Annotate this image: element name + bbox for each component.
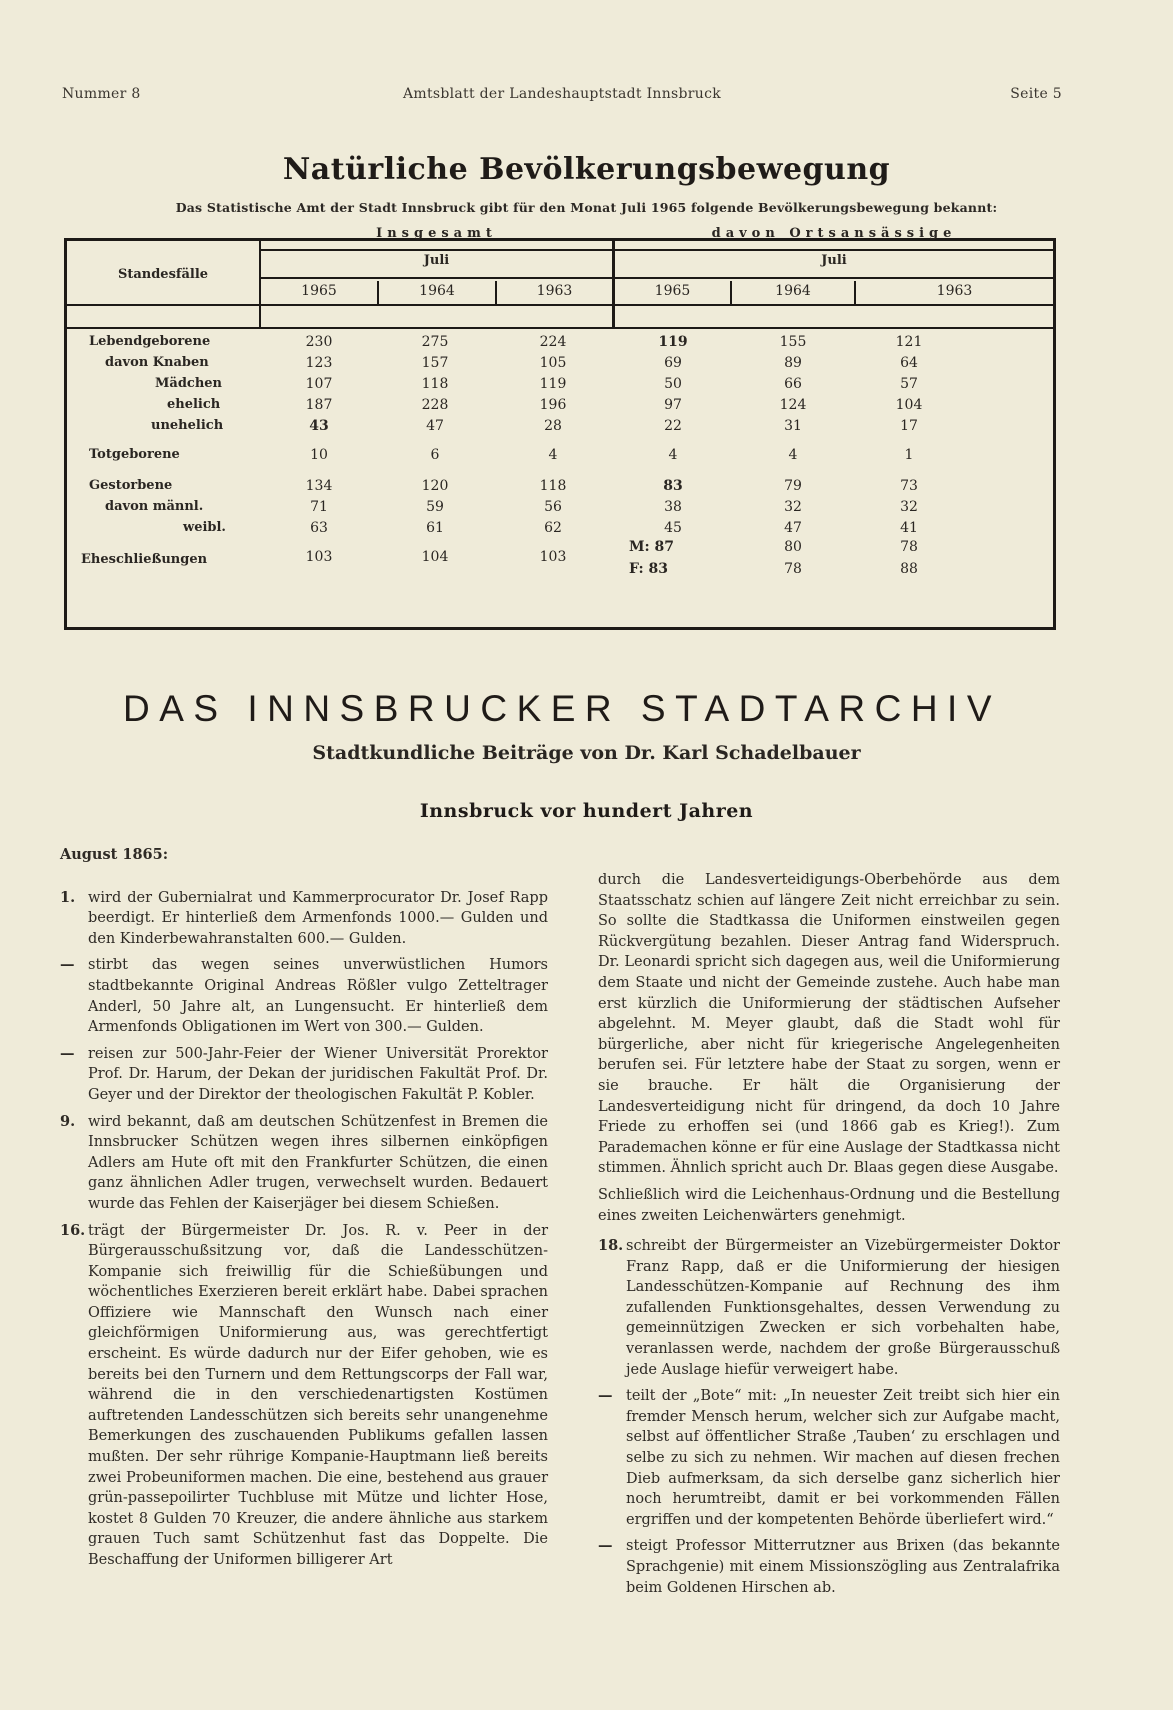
table-cell: 4 bbox=[548, 447, 558, 463]
entry-marker: — bbox=[60, 1044, 75, 1062]
label-column-header: Standesfälle bbox=[117, 267, 209, 282]
table-cell: 120 bbox=[421, 478, 449, 494]
table-cell: 62 bbox=[544, 520, 562, 536]
table-cell: 50 bbox=[664, 376, 682, 392]
row-label-illegitimate: unehelich bbox=[151, 418, 224, 433]
entry-text: wird der Gubernialrat und Kammerprocurator Dr. Josef Rapp beerdigt. Er hinterließ dem Armenfonds 1000.— Gulden und den Kinderbewahranstalten 600.— Gulden. bbox=[88, 889, 548, 947]
table-cell: 4 bbox=[788, 447, 798, 463]
table-cell: 31 bbox=[784, 418, 802, 434]
table-cell: 228 bbox=[421, 397, 449, 413]
chronicle-entry bbox=[60, 955, 548, 1037]
row-label-boys: davon Knaben bbox=[105, 355, 209, 370]
table-cell: 47 bbox=[784, 520, 802, 536]
year-header-total-1965: 1965 bbox=[301, 283, 337, 299]
entry-marker: — bbox=[60, 956, 75, 974]
entry-marker: 9. bbox=[60, 1112, 76, 1130]
table-cell: 57 bbox=[900, 376, 918, 392]
row-label-live-births: Lebendgeborene bbox=[89, 334, 211, 349]
table-cell: 17 bbox=[900, 418, 918, 434]
archive-subtitle: Stadtkundliche Beiträge von Dr. Karl Schadelbauer bbox=[312, 742, 861, 764]
table-cell: 78 bbox=[900, 539, 918, 555]
table-cell: 105 bbox=[539, 355, 567, 371]
table-cell: 196 bbox=[539, 397, 567, 413]
table-cell: 71 bbox=[310, 499, 328, 515]
left-column bbox=[60, 845, 548, 1577]
row-label-female: weibl. bbox=[183, 520, 226, 535]
month-heading: August 1865: bbox=[60, 846, 169, 863]
table-cell: 32 bbox=[784, 499, 802, 515]
month-header-local: Juli bbox=[821, 253, 847, 268]
entry-marker: — bbox=[598, 1387, 613, 1405]
table-cell: 63 bbox=[310, 520, 328, 536]
entry-text: reisen zur 500-Jahr-Feier der Wiener Universität Prorektor Prof. Dr. Harum, der Dekan der juridischen Fakultät Prof. Dr. Geyer und der Direktor der theologischen Fakultät P. Kobler. bbox=[88, 1045, 548, 1103]
year-header-local-1963: 1963 bbox=[936, 283, 973, 299]
table-cell: 104 bbox=[895, 397, 923, 413]
table-cell: 275 bbox=[421, 334, 449, 350]
group-header-total: Insgesamt bbox=[376, 226, 497, 241]
entry-marker: 18. bbox=[598, 1237, 624, 1255]
table-cell: 45 bbox=[664, 520, 682, 536]
row-label-stillbirths: Totgeborene bbox=[89, 447, 180, 462]
table-cell: 97 bbox=[664, 397, 682, 413]
entry-marker: — bbox=[598, 1537, 613, 1555]
table-intro: Das Statistische Amt der Stadt Innsbruck gibt für den Monat Juli 1965 folgende Bevölkerungsbewegung bekannt: bbox=[175, 200, 998, 215]
year-header-local-1965: 1965 bbox=[654, 283, 691, 299]
table-cell: 89 bbox=[784, 355, 802, 371]
table-cell: 1 bbox=[904, 447, 914, 463]
year-header-total-1964: 1964 bbox=[419, 283, 455, 299]
population-table bbox=[64, 226, 1056, 630]
table-cell: 6 bbox=[430, 447, 440, 463]
entry-text: steigt Professor Mitterrutzner aus Brixen (das bekannte Sprachgenie) mit einem Missionszögling aus Zentralafrika beim Goldenen Hirschen ab. bbox=[626, 1538, 1060, 1596]
entry-text: trägt der Bürgermeister Dr. Jos. R. v. Peer in der Bürgerausschußsitzung vor, daß die Landesschützen-Kompanie sich freiwillig für die Schießübungen und wöchentliches Exerzieren bereit erklärt habe. Dabei sprachen Offiziere wie Mannschaft den Wunsch nach einer gleichförmigen Uniformierung aus, was gerechtfertigt erscheint. Es würde dadurch nur der Eifer gehoben, wie es bereits bei den Turnern und dem Rettungscorps der Fall war, während die in den verschiedenartigsten Kostümen auftretenden Landesschützen sich bereits sehr unangenehme Bemerkungen des zuschauenden Publikums gefallen lassen mußten. Der sehr rührige Kompanie-Hauptmann ließ bereits zwei Probeuniformen machen. Die eine, bestehend aus grauer grün-passepoilirter Tuchbluse mit Mütze und lichter Hose, kostet 8 Gulden 70 Kreuzer, die andere ähnliche aus starkem grauen Tuch samt Schützenhut fast das Doppelte. Die Beschaffung der Uniformen billigerer Art bbox=[88, 1222, 548, 1568]
table-cell: 28 bbox=[544, 418, 562, 434]
entry-text: wird bekannt, daß am deutschen Schützenfest in Bremen die Innsbrucker Schützen wegen ihres silbernen einköpfigen Adlers am Hute oft mit den Frankfurter Schützen, die einen ganz ähnlichen Adler trugen, verwechselt wurden. Bedauert wurde das Fehlen der Kaiserjäger bei diesem Schießen. bbox=[88, 1113, 548, 1212]
table-cell: 83 bbox=[663, 478, 683, 494]
page-number: Seite 5 bbox=[1010, 86, 1062, 102]
table-cell: 157 bbox=[421, 355, 449, 371]
group-header-local: davon Ortsansässige bbox=[711, 226, 957, 241]
row-label-marriages: Eheschließungen bbox=[81, 552, 208, 567]
table-cell: 47 bbox=[426, 418, 444, 434]
entry-text: teilt der „Bote“ mit: „In neuester Zeit treibt sich hier ein fremder Mensch herum, welcher sich zur Aufgabe macht, selbst auf öffentlicher Straße ‚Tauben‘ zu erschlagen und selbe zu sich zu nehmen. Wir machen auf diesen frechen Dieb aufmerksam, da sich derselbe ganz sicherlich hier noch herumtreibt, damit er bei vorkommenden Fällen ergriffen und der kompetenten Behörde überliefert wird.“ bbox=[626, 1388, 1060, 1528]
table-cell: 73 bbox=[900, 478, 918, 494]
table-cell: 118 bbox=[421, 376, 449, 392]
table-cell: 103 bbox=[539, 549, 567, 565]
table-cell: 155 bbox=[779, 334, 807, 350]
archive-title: DAS INNSBRUCKER STADTARCHIV bbox=[122, 688, 1002, 729]
publication-title: Amtsblatt der Landeshauptstadt Innsbruck bbox=[402, 86, 722, 102]
year-header-total-1963: 1963 bbox=[536, 283, 573, 299]
chronicle-entry bbox=[60, 1044, 548, 1106]
row-label-deaths: Gestorbene bbox=[89, 478, 173, 493]
table-cell: 124 bbox=[779, 397, 807, 413]
table-cell: 104 bbox=[421, 549, 449, 565]
article-title: Innsbruck vor hundert Jahren bbox=[419, 800, 754, 822]
table-cell: 119 bbox=[539, 376, 567, 392]
table-cell: 32 bbox=[900, 499, 918, 515]
table-cell: M: 87 bbox=[629, 539, 675, 555]
row-label-male: davon männl. bbox=[105, 499, 204, 514]
table-cell: 66 bbox=[784, 376, 802, 392]
entry-text: Schließlich wird die Leichenhaus-Ordnung und die Bestellung eines zweiten Leichenwärters genehmigt. bbox=[598, 1186, 1060, 1224]
table-cell: 78 bbox=[784, 561, 802, 577]
table-cell: 22 bbox=[664, 418, 682, 434]
table-cell: 103 bbox=[305, 549, 333, 565]
month-header-total: Juli bbox=[423, 253, 450, 268]
table-cell: 10 bbox=[310, 447, 328, 463]
chronicle-entry bbox=[60, 1112, 548, 1215]
table-cell: F: 83 bbox=[629, 561, 668, 577]
entry-marker: 16. bbox=[60, 1221, 86, 1239]
chronicle-entry-continued bbox=[598, 870, 1060, 1179]
chronicle-entry bbox=[598, 1386, 1060, 1530]
issue-number: Nummer 8 bbox=[62, 86, 141, 102]
running-header bbox=[62, 86, 1062, 108]
chronicle-entry bbox=[60, 1221, 548, 1571]
table-cell: 4 bbox=[668, 447, 678, 463]
chronicle-entry bbox=[60, 888, 548, 950]
table-cell: 123 bbox=[305, 355, 333, 371]
table-cell: 88 bbox=[900, 561, 918, 577]
chronicle-entry bbox=[598, 1236, 1060, 1380]
table-cell: 38 bbox=[664, 499, 682, 515]
table-cell: 121 bbox=[895, 334, 923, 350]
table-cell: 69 bbox=[664, 355, 682, 371]
table-cell: 61 bbox=[426, 520, 444, 536]
table-cell: 59 bbox=[426, 499, 444, 515]
table-cell: 134 bbox=[305, 478, 333, 494]
table-cell: 80 bbox=[784, 539, 802, 555]
row-label-girls: Mädchen bbox=[155, 376, 222, 391]
chronicle-entry bbox=[598, 1536, 1060, 1598]
table-cell: 187 bbox=[305, 397, 333, 413]
right-column bbox=[598, 870, 1060, 1604]
row-label-legitimate: ehelich bbox=[167, 397, 221, 412]
table-cell: 43 bbox=[309, 418, 329, 434]
chronicle-entry-continued bbox=[598, 1185, 1060, 1226]
table-cell: 224 bbox=[539, 334, 567, 350]
table-cell: 79 bbox=[784, 478, 802, 494]
table-cell: 118 bbox=[539, 478, 567, 494]
table-cell: 64 bbox=[900, 355, 918, 371]
table-cell: 119 bbox=[658, 334, 688, 350]
table-cell: 41 bbox=[900, 520, 918, 536]
entry-text: schreibt der Bürgermeister an Vizebürgermeister Doktor Franz Rapp, daß er die Uniformierung der hiesigen Landesschützen-Kompanie auf Rechnung des ihm zufallenden Funktionsgehaltes, dessen Verwendung zu gemeinnützigen Zwecken er sich vorbehalten habe, veranlassen werde, nachdem der große Bürgerausschuß jede Auslage hiefür verweigert habe. bbox=[626, 1238, 1060, 1378]
table-cell: 230 bbox=[305, 334, 333, 350]
table-cell: 107 bbox=[305, 376, 333, 392]
section-title: Natürliche Bevölkerungsbewegung bbox=[282, 152, 891, 187]
entry-text: stirbt das wegen seines unverwüstlichen Humors stadtbekannte Original Andreas Rößler vulgo Zetteltrager Anderl, 50 Jahre alt, an Lungensucht. Er hinterließ dem Armenfonds Obligationen im Wert von 300.— Gulden. bbox=[88, 957, 548, 1036]
year-header-local-1964: 1964 bbox=[775, 283, 811, 299]
entry-text: durch die Landesverteidigungs-Oberbehörde aus dem Staatsschatz schien auf längere Zeit nicht erreichbar zu sein. So sollte die Stadtkassa die Uniformen einstweilen gegen Rückvergütung bezahlen. Dieser Antrag fand Widerspruch. Dr. Leonardi spricht sich dagegen aus, weil die Uniformierung dem Staate und nicht der Gemeinde zustehe. Auch habe man erst kürzlich die Uniformierung der städtischen Aufseher abgelehnt. M. Meyer glaubt, daß die Stadt wohl für bürgerliche, aber nicht für kriegerische Angelegenheiten berufen sei. Für letztere habe der Staat zu sorgen, wenn er sie brauche. Er hält die Organisierung der Landesverteidigung nicht für dringend, da doch 10 Jahre Friede zu erhoffen sei (und 1866 gab es Krieg!). Zum Parademachen könne er für eine Auslage der Stadtkassa nicht stimmen. Ähnlich spricht auch Dr. Blaas gegen diese Ausgabe. bbox=[598, 872, 1060, 1177]
table-cell: 56 bbox=[544, 499, 562, 515]
entry-marker: 1. bbox=[60, 888, 76, 906]
